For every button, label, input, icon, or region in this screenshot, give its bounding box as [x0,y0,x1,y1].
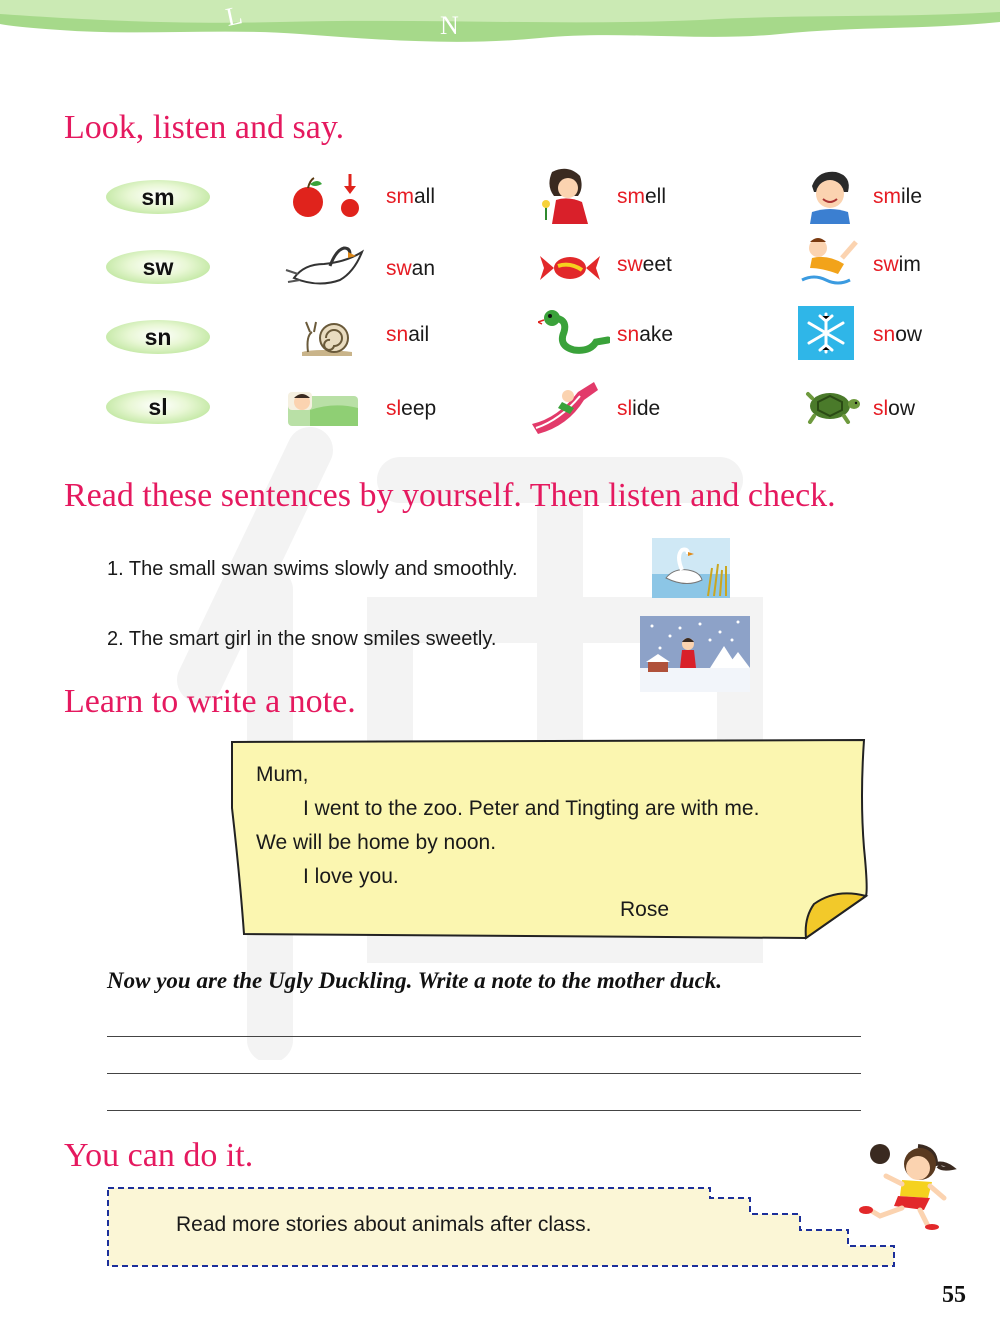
word-slow: slow [873,397,916,420]
heading-read-sentences: Read these sentences by yourself. Then listen and check. [64,477,836,514]
word-sweet: sweet [617,253,672,276]
snowflake-icon [798,306,854,360]
heading-look-listen-say: Look, listen and say. [64,109,345,146]
note-greeting: Mum, [256,763,309,786]
word-snake: snake [617,323,674,346]
sentence-1: 1. The small swan swims slowly and smoothly. [107,558,518,580]
writing-line-2[interactable] [107,1073,861,1074]
writing-line-1[interactable] [107,1036,861,1037]
note-line-2: We will be home by noon. [256,831,497,854]
tip-text: Read more stories about animals after class. [176,1213,592,1236]
blend-pill-sl: sl [106,390,210,424]
blend-pill-sw: sw [106,250,210,284]
apple-icon [286,170,366,220]
blend-pill-sm: sm [106,180,210,214]
word-slide: slide [617,397,661,420]
candy-icon [538,248,602,288]
word-swim: swim [873,253,921,276]
turtle-icon [800,388,860,424]
snake-icon [538,306,610,360]
heading-you-can: You can do it. [64,1137,254,1174]
sleeping-boy-icon [286,386,360,428]
swimmer-icon [798,234,860,292]
note-line-3: I love you. [303,865,399,888]
word-sleep: sleep [386,397,437,420]
word-smile: smile [873,185,923,208]
word-snow: snow [873,323,923,346]
heading-learn-note: Learn to write a note. [64,683,356,720]
writing-line-3[interactable] [107,1110,861,1111]
banner-letter-l: L [223,0,245,32]
smiling-boy-icon [800,168,860,224]
running-girl-icon [840,1140,970,1230]
banner-letter-n: N [440,11,459,40]
word-small: small [386,185,436,208]
top-banner [0,0,1000,60]
swan-icon [284,242,370,292]
writing-instruction: Now you are the Ugly Duckling. Write a note to the mother duck. [107,968,723,993]
page-number: 55 [942,1282,966,1308]
swan-in-water-icon [652,538,730,598]
blend-pill-sn: sn [106,320,210,354]
snail-icon [298,312,358,358]
word-swan: swan [386,257,436,280]
note-signature: Rose [620,898,670,921]
word-snail: snail [386,323,430,346]
word-smell: smell [617,185,667,208]
slide-icon [528,378,604,436]
girl-smelling-flower-icon [534,166,604,224]
girl-in-snow-icon [640,616,750,692]
note-line-1: I went to the zoo. Peter and Tingting are with me. [303,797,760,820]
sentence-2: 2. The smart girl in the snow smiles sweetly. [107,628,497,650]
